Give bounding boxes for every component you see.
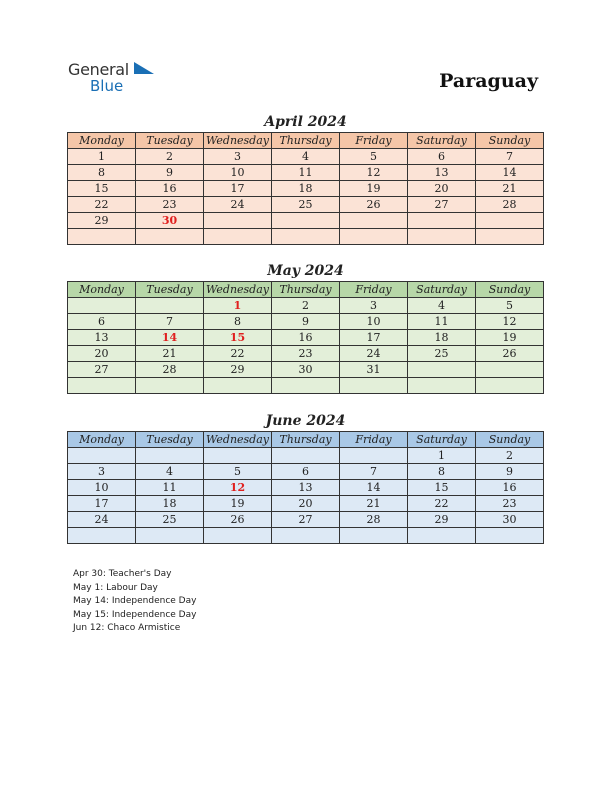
day-cell: 30 (136, 213, 204, 229)
day-cell: 21 (476, 181, 544, 197)
day-cell: 23 (136, 197, 204, 213)
country-title: Paraguay (439, 70, 538, 92)
day-cell: 8 (204, 314, 272, 330)
day-cell: 30 (476, 512, 544, 528)
holiday-list (73, 568, 196, 636)
weekday-header: Thursday (272, 432, 340, 448)
day-cell: 6 (272, 464, 340, 480)
day-cell: 6 (68, 314, 136, 330)
weekday-header-row (68, 432, 544, 448)
day-cell (136, 528, 204, 544)
day-cell: 7 (136, 314, 204, 330)
day-cell: 25 (136, 512, 204, 528)
week-row (68, 298, 544, 314)
holiday-item: May 14: Independence Day (73, 596, 197, 607)
day-cell (68, 528, 136, 544)
day-cell (204, 378, 272, 394)
day-cell: 5 (340, 149, 408, 165)
week-row (68, 378, 544, 394)
logo-blue-text: Blue (90, 77, 124, 95)
day-cell (476, 229, 544, 245)
day-cell: 24 (340, 346, 408, 362)
day-cell: 11 (408, 314, 476, 330)
week-row (68, 213, 544, 229)
day-cell: 12 (204, 480, 272, 496)
day-cell: 11 (272, 165, 340, 181)
day-cell: 22 (408, 496, 476, 512)
day-cell: 18 (136, 496, 204, 512)
week-row (68, 330, 544, 346)
day-cell (408, 362, 476, 378)
day-cell: 12 (476, 314, 544, 330)
day-cell: 29 (204, 362, 272, 378)
day-cell: 31 (340, 362, 408, 378)
holiday-item: Apr 30: Teacher's Day (73, 569, 172, 579)
day-cell: 22 (204, 346, 272, 362)
day-cell (136, 229, 204, 245)
weekday-header: Saturday (408, 432, 476, 448)
day-cell: 29 (408, 512, 476, 528)
day-cell: 13 (68, 330, 136, 346)
week-row (68, 464, 544, 480)
day-cell (340, 213, 408, 229)
day-cell: 24 (204, 197, 272, 213)
day-cell: 24 (68, 512, 136, 528)
day-cell: 13 (272, 480, 340, 496)
day-cell: 9 (136, 165, 204, 181)
week-row (68, 229, 544, 245)
week-row (68, 165, 544, 181)
day-cell (272, 448, 340, 464)
week-row (68, 480, 544, 496)
day-cell: 15 (68, 181, 136, 197)
day-cell: 23 (476, 496, 544, 512)
day-cell: 26 (204, 512, 272, 528)
day-cell (476, 378, 544, 394)
day-cell: 28 (136, 362, 204, 378)
day-cell (476, 362, 544, 378)
day-cell: 10 (340, 314, 408, 330)
day-cell: 18 (272, 181, 340, 197)
day-cell: 25 (408, 346, 476, 362)
day-cell: 17 (204, 181, 272, 197)
weekday-header: Sunday (476, 133, 544, 149)
weekday-header: Friday (340, 133, 408, 149)
day-cell: 16 (136, 181, 204, 197)
day-cell: 27 (272, 512, 340, 528)
day-cell (68, 298, 136, 314)
day-cell (204, 448, 272, 464)
day-cell: 3 (204, 149, 272, 165)
day-cell: 10 (204, 165, 272, 181)
day-cell: 21 (340, 496, 408, 512)
calendar-table (67, 431, 544, 544)
day-cell: 7 (476, 149, 544, 165)
week-row (68, 512, 544, 528)
day-cell: 25 (272, 197, 340, 213)
logo-triangle-icon (134, 62, 154, 76)
day-cell (272, 528, 340, 544)
weekday-header: Wednesday (204, 133, 272, 149)
day-cell (272, 213, 340, 229)
day-cell (476, 528, 544, 544)
day-cell: 14 (136, 330, 204, 346)
day-cell: 15 (408, 480, 476, 496)
week-row (68, 496, 544, 512)
day-cell: 4 (272, 149, 340, 165)
day-cell: 11 (136, 480, 204, 496)
week-row (68, 314, 544, 330)
day-cell (340, 448, 408, 464)
day-cell: 16 (476, 480, 544, 496)
day-cell: 7 (340, 464, 408, 480)
weekday-header: Tuesday (136, 133, 204, 149)
day-cell: 20 (408, 181, 476, 197)
day-cell: 27 (68, 362, 136, 378)
day-cell (340, 378, 408, 394)
day-cell: 1 (204, 298, 272, 314)
day-cell: 9 (476, 464, 544, 480)
day-cell (136, 448, 204, 464)
weekday-header: Wednesday (204, 432, 272, 448)
day-cell: 15 (204, 330, 272, 346)
day-cell (136, 378, 204, 394)
logo (68, 60, 168, 96)
day-cell (272, 378, 340, 394)
day-cell: 17 (340, 330, 408, 346)
day-cell: 4 (136, 464, 204, 480)
weekday-header: Friday (340, 432, 408, 448)
day-cell: 6 (408, 149, 476, 165)
week-row (68, 448, 544, 464)
calendar-table (67, 132, 544, 245)
day-cell: 17 (68, 496, 136, 512)
weekday-header: Monday (68, 133, 136, 149)
week-row (68, 149, 544, 165)
day-cell: 9 (272, 314, 340, 330)
weekday-header: Saturday (408, 282, 476, 298)
day-cell: 23 (272, 346, 340, 362)
month-title: June 2024 (265, 413, 346, 429)
month-april (67, 112, 544, 245)
day-cell: 30 (272, 362, 340, 378)
day-cell: 26 (340, 197, 408, 213)
day-cell (476, 213, 544, 229)
day-cell: 1 (408, 448, 476, 464)
day-cell: 20 (272, 496, 340, 512)
day-cell: 2 (136, 149, 204, 165)
day-cell: 3 (340, 298, 408, 314)
day-cell: 29 (68, 213, 136, 229)
day-cell: 5 (204, 464, 272, 480)
day-cell (68, 448, 136, 464)
day-cell: 20 (68, 346, 136, 362)
weekday-header: Thursday (272, 133, 340, 149)
weekday-header-row (68, 133, 544, 149)
day-cell (272, 229, 340, 245)
weekday-header: Sunday (476, 282, 544, 298)
day-cell (68, 378, 136, 394)
day-cell: 3 (68, 464, 136, 480)
day-cell: 26 (476, 346, 544, 362)
day-cell: 8 (408, 464, 476, 480)
weekday-header: Thursday (272, 282, 340, 298)
week-row (68, 362, 544, 378)
day-cell: 27 (408, 197, 476, 213)
month-may (67, 261, 544, 394)
month-title: April 2024 (264, 114, 347, 130)
weekday-header: Monday (68, 432, 136, 448)
logo-general-text: General (68, 60, 129, 79)
day-cell: 4 (408, 298, 476, 314)
day-cell: 2 (272, 298, 340, 314)
day-cell: 18 (408, 330, 476, 346)
day-cell: 2 (476, 448, 544, 464)
day-cell (408, 229, 476, 245)
week-row (68, 181, 544, 197)
calendar-table (67, 281, 544, 394)
day-cell (340, 229, 408, 245)
month-title: May 2024 (267, 263, 344, 279)
holiday-item: May 1: Labour Day (73, 582, 158, 593)
day-cell: 14 (476, 165, 544, 181)
day-cell (408, 378, 476, 394)
holiday-item: May 15: Independence Day (73, 609, 197, 620)
day-cell: 28 (476, 197, 544, 213)
day-cell: 5 (476, 298, 544, 314)
day-cell: 19 (204, 496, 272, 512)
day-cell (204, 528, 272, 544)
day-cell: 13 (408, 165, 476, 181)
week-row (68, 528, 544, 544)
weekday-header: Tuesday (136, 282, 204, 298)
weekday-header: Tuesday (136, 432, 204, 448)
day-cell: 21 (136, 346, 204, 362)
weekday-header: Monday (68, 282, 136, 298)
day-cell (204, 229, 272, 245)
week-row (68, 197, 544, 213)
week-row (68, 346, 544, 362)
day-cell: 8 (68, 165, 136, 181)
month-june (67, 411, 544, 544)
day-cell: 12 (340, 165, 408, 181)
day-cell: 19 (340, 181, 408, 197)
weekday-header: Sunday (476, 432, 544, 448)
day-cell (204, 213, 272, 229)
weekday-header: Wednesday (204, 282, 272, 298)
weekday-header: Saturday (408, 133, 476, 149)
day-cell: 22 (68, 197, 136, 213)
weekday-header-row (68, 282, 544, 298)
day-cell (136, 298, 204, 314)
day-cell (408, 528, 476, 544)
day-cell: 28 (340, 512, 408, 528)
day-cell: 1 (68, 149, 136, 165)
holiday-item: Jun 12: Chaco Armistice (73, 623, 181, 634)
day-cell (408, 213, 476, 229)
day-cell: 19 (476, 330, 544, 346)
day-cell: 16 (272, 330, 340, 346)
day-cell: 10 (68, 480, 136, 496)
weekday-header: Friday (340, 282, 408, 298)
day-cell (340, 528, 408, 544)
day-cell (68, 229, 136, 245)
day-cell: 14 (340, 480, 408, 496)
